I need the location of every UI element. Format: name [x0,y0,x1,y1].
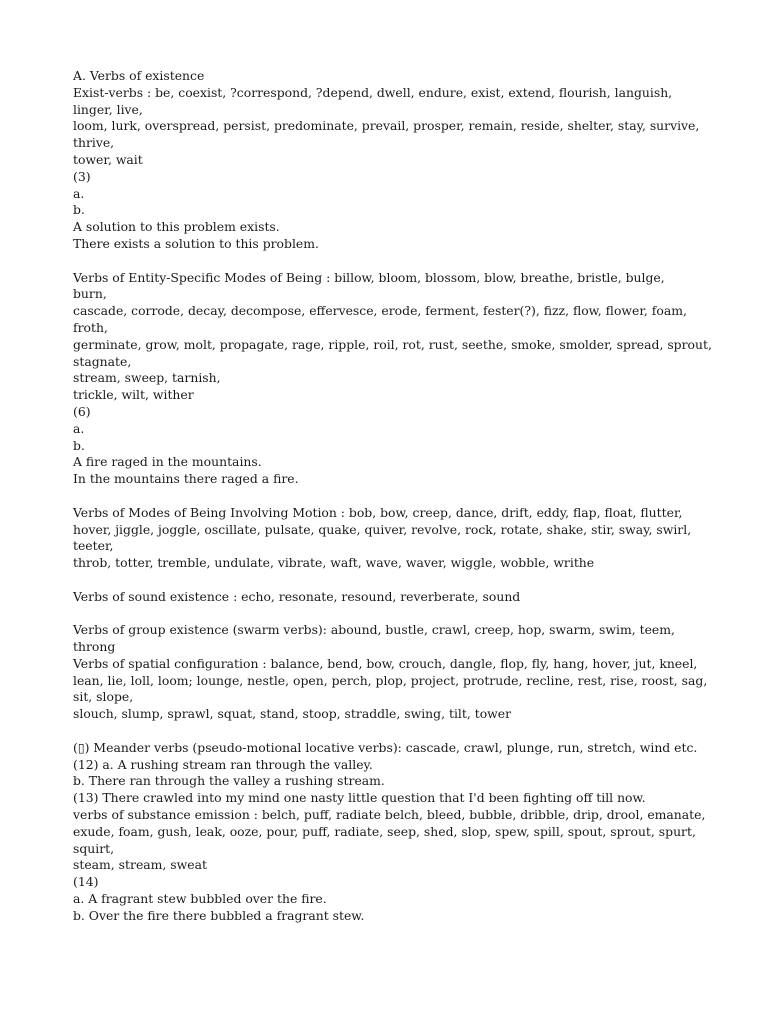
text-line: b. [73,437,85,453]
text-line: steam, stream, sweat [73,857,207,873]
text-line: Verbs of Modes of Being Involving Motion : bob, bow, creep, dance, drift, eddy, flap, float, flutter, [73,504,683,520]
blank-line [73,488,713,505]
text-line: squirt, [73,840,115,856]
text-line: slouch, slump, sprawl, squat, stand, stoop, straddle, swing, tilt, tower [73,706,512,722]
text-line: b. There ran through the valley a rushing stream. [73,773,385,789]
text-line: b. Over the fire there bubbled a fragrant stew. [73,907,365,923]
text-line: a. [73,185,85,201]
text-line: Exist-verbs : be, coexist, ?correspond, ?depend, dwell, endure, exist, extend, flourish, languish, [73,84,673,100]
text-line: teeter, [73,538,114,554]
document-body [73,68,713,925]
text-line: stagnate, [73,353,132,369]
text-line: throb, totter, tremble, undulate, vibrate, waft, wave, waver, wiggle, wobble, writhe [73,555,595,571]
text-line: Verbs of group existence (swarm verbs): abound, bustle, crawl, creep, hop, swarm, swim, teem, [73,622,675,638]
text-line: (3) [73,168,91,184]
text-line: (▯) Meander verbs (pseudo-motional locative verbs): cascade, crawl, plunge, run, stretch, wind etc. [73,739,698,755]
text-line: tower, wait [73,151,143,167]
text-line: throng [73,639,116,655]
text-line: stream, sweep, tarnish, [73,370,221,386]
text-line: a. A fragrant stew bubbled over the fire. [73,891,327,907]
text-line: There exists a solution to this problem. [73,235,319,251]
blank-line [73,253,713,270]
text-line: sit, slope, [73,689,134,705]
text-line: thrive, [73,135,115,151]
text-line: exude, foam, gush, leak, ooze, pour, puff, radiate, seep, shed, slop, spew, spill, spout, sprout, spurt, [73,823,696,839]
text-line: In the mountains there raged a fire. [73,471,299,487]
text-line: germinate, grow, molt, propagate, rage, ripple, roil, rot, rust, seethe, smoke, smolder, spread, sprout, [73,336,712,352]
text-line: Verbs of Entity-Specific Modes of Being : billow, bloom, blossom, blow, breathe, bristle, bulge, [73,269,665,285]
text-line: cascade, corrode, decay, decompose, effervesce, erode, ferment, fester(?), fizz, flow, flower, foam, [73,303,687,319]
text-line: linger, live, [73,101,143,117]
text-line: (14) [73,874,99,890]
text-line: A solution to this problem exists. [73,219,280,235]
text-line: Verbs of spatial configuration : balance, bend, bow, crouch, dangle, flop, fly, hang, hover, jut, kneel, [73,655,698,671]
text-line: a. [73,420,85,436]
blank-line [73,606,713,623]
text-line: lean, lie, loll, loom; lounge, nestle, open, perch, plop, project, protrude, recline, rest, rise, roost, sag, [73,672,708,688]
text-line: verbs of substance emission : belch, puff, radiate belch, bleed, bubble, dribble, drip, drool, emanate, [73,807,706,823]
text-line: burn, [73,286,107,302]
text-line: Verbs of sound existence : echo, resonate, resound, reverberate, sound [73,588,521,604]
text-line: A fire raged in the mountains. [73,454,262,470]
blank-line [73,723,713,740]
text-line: (6) [73,403,91,419]
text-line: loom, lurk, overspread, persist, predominate, prevail, prosper, remain, reside, shelter, stay, survive, [73,118,700,134]
text-line: trickle, wilt, wither [73,387,194,403]
text-line: A. Verbs of existence [73,68,205,83]
blank-line [73,572,713,589]
text-line: (12) a. A rushing stream ran through the valley. [73,756,373,772]
text-line: hover, jiggle, joggle, oscillate, pulsate, quake, quiver, revolve, rock, rotate, shake, stir, sway, swirl, [73,521,692,537]
text-line: froth, [73,319,108,335]
text-line: (13) There crawled into my mind one nasty little question that I'd been fighting off till now. [73,790,646,806]
text-line: b. [73,202,85,218]
